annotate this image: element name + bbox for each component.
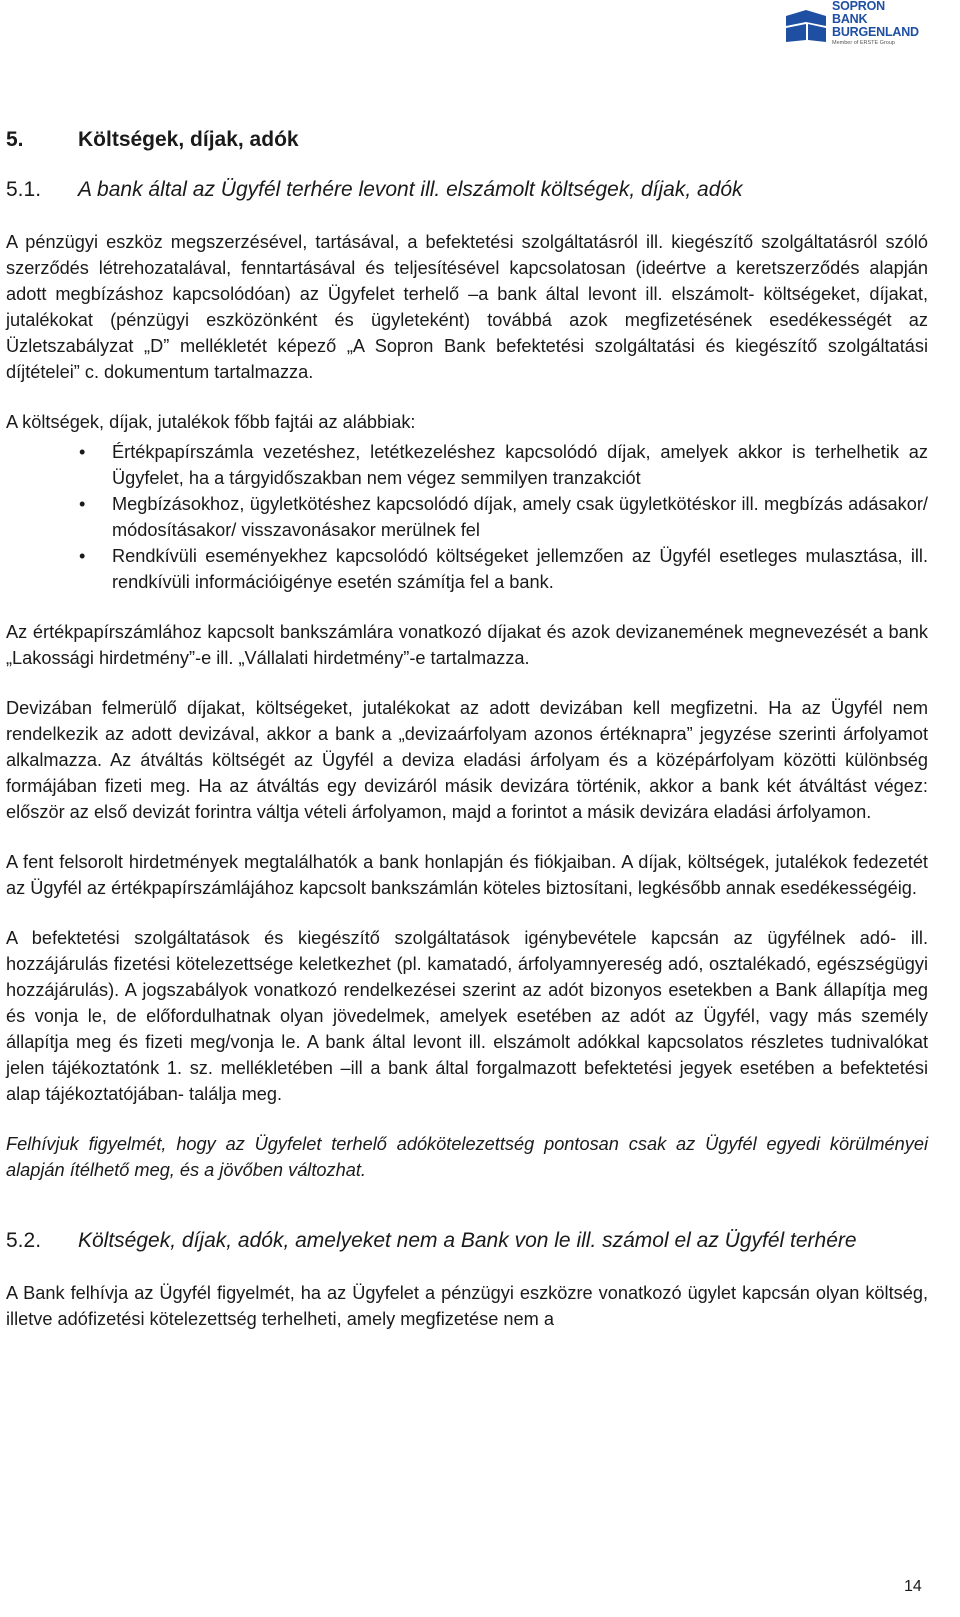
list-item-text: Rendkívüli eseményekhez kapcsolódó költségeket jellemzően az Ügyfél esetleges mulasztása, ill. rendkívüli információigénye esetén számítja fel a bank. (112, 546, 928, 592)
section-number: 5.1. (6, 178, 42, 201)
logo-line-2: BANK (832, 12, 868, 26)
section-number: 5.2. (6, 1229, 42, 1252)
list-item-text: Értékpapírszámla vezetéshez, letétkezeléshez kapcsolódó díjak, amelyek akkor is terhelhetik az Ügyfelet, ha a tárgyidőszakban nem végez semmilyen tranzakciót (112, 442, 928, 488)
paragraph: Devizában felmerülő díjakat, költségeket, jutalékokat az adott devizában kell megfizetni. Ha az Ügyfél nem rendelkezik az adott devizával, akkor a bank a „devizaárfolyam azonos értéknapra” jegyzése szerinti árfolyamot alkalmazza. Az átváltás költségét az Ügyfél a deviza eladási árfolyam és a középárfolyam közötti különbség formájában fizeti meg. Ha az átváltás egy devizáról másik devizára történik, akkor a bank két átváltást végez: először az első devizát forintra váltja vételi árfolyamon, majd a forintot a másik devizára eladási árfolyamon. (6, 698, 928, 822)
paragraph: A fent felsorolt hirdetmények megtalálhatók a bank honlapján és fiókjaiban. A díjak, költségek, jutalékok fedezetét az Ügyfél az értékpapírszámlájához kapcsolt bankszámlán köteles biztosítani, legkésőbb annak esedékességéig. (6, 852, 928, 898)
bullet-icon: • (79, 546, 86, 566)
section-5-2-heading (6, 1227, 928, 1254)
section-5-heading (6, 128, 928, 152)
logo-text (832, 0, 919, 39)
list-item (6, 439, 928, 491)
section-title: Költségek, díjak, adók, amelyeket nem a Bank von le ill. számol el az Ügyfél terhére (78, 1229, 857, 1252)
paragraph: Az értékpapírszámlához kapcsolt bankszámlára vonatkozó díjakat és azok devizanemének megnevezését a bank „Lakossági hirdetmény”-e ill. „Vállalati hirdetmény”-e tartalmazza. (6, 622, 928, 668)
section-title: A bank által az Ügyfél terhére levont ill. elszámolt költségek, díjak, adók (78, 178, 743, 201)
document-body (6, 128, 928, 1356)
list-item (6, 543, 928, 595)
bank-logo-icon (784, 6, 828, 46)
section-5-1-heading (6, 176, 928, 203)
tax-note: Felhívjuk figyelmét, hogy az Ügyfelet terhelő adókötelezettség pontosan csak az Ügyfél egyedi körülményei alapján ítélhető meg, és a jövőben változhat. (6, 1134, 928, 1180)
page-number: 14 (904, 1578, 922, 1595)
section-title: Költségek, díjak, adók (78, 128, 299, 151)
fee-types-list (6, 439, 928, 595)
logo-line-1: SOPRON (832, 0, 885, 13)
paragraph: A költségek, díjak, jutalékok főbb fajtái az alábbiak: (6, 412, 416, 432)
bank-logo (784, 0, 960, 54)
list-item-text: Megbízásokhoz, ügyletkötéshez kapcsolódó díjak, amely csak ügyletkötéskor ill. megbízás adásakor/ módosításakor/ visszavonásakor merülnek fel (112, 494, 928, 540)
paragraph: A Bank felhívja az Ügyfél figyelmét, ha az Ügyfelet a pénzügyi eszközre vonatkozó ügylet kapcsán olyan költség, illetve adófizetési kötelezettség terhelheti, amely megfizetése nem a (6, 1283, 928, 1329)
bullet-icon: • (79, 442, 86, 462)
paragraph: A pénzügyi eszköz megszerzésével, tartásával, a befektetési szolgáltatásról ill. kiegészítő szolgáltatásról szóló szerződés létrehozatalával, fenntartásával és teljesítésével kapcsolatosan (ideértve a keretszerződés alapján adott megbízáshoz kapcsolódóan) az Ügyfelet terhelő –a bank által levont ill. elszámolt- költségeket, díjakat, jutalékokat (pénzügyi eszközönként és ügyleteként) továbbá azok megfizetésének esedékességét az Üzletszabályzat „D” mellékletét képező „A Sopron Bank befektetési szolgáltatási és kiegészítő szolgáltatási díjtételei” c. dokumentum tartalmazza. (6, 232, 928, 382)
section-number: 5. (6, 128, 24, 151)
paragraph: A befektetési szolgáltatások és kiegészítő szolgáltatások igénybevétele kapcsán az ügyfélnek adó- ill. hozzájárulás fizetési kötelezettsége keletkezhet (pl. kamatadó, árfolyamnyereség adó, osztalékadó, egészségügyi hozzájárulás). A jogszabályok vonatkozó rendelkezései szerint az adót bizonyos esetekben a Bank állapítja meg és vonja le, de előfordulhatnak olyan jövedelmek, amelyek esetében az adót az Ügyfél, vagy más személy állapítja meg és fizeti meg/vonja le. A bank által levont ill. elszámolt adókkal kapcsolatos részletes tudnivalókat jelen tájékoztatónk 1. sz. mellékletében –ill a bank által forgalmazott befektetési jegyek esetében a befektetési alap tájékoztatójában- találja meg. (6, 928, 928, 1104)
logo-member-text: Member of ERSTE Group (832, 40, 895, 46)
logo-line-3: BURGENLAND (832, 25, 919, 39)
bullet-icon: • (79, 494, 86, 514)
list-item (6, 491, 928, 543)
